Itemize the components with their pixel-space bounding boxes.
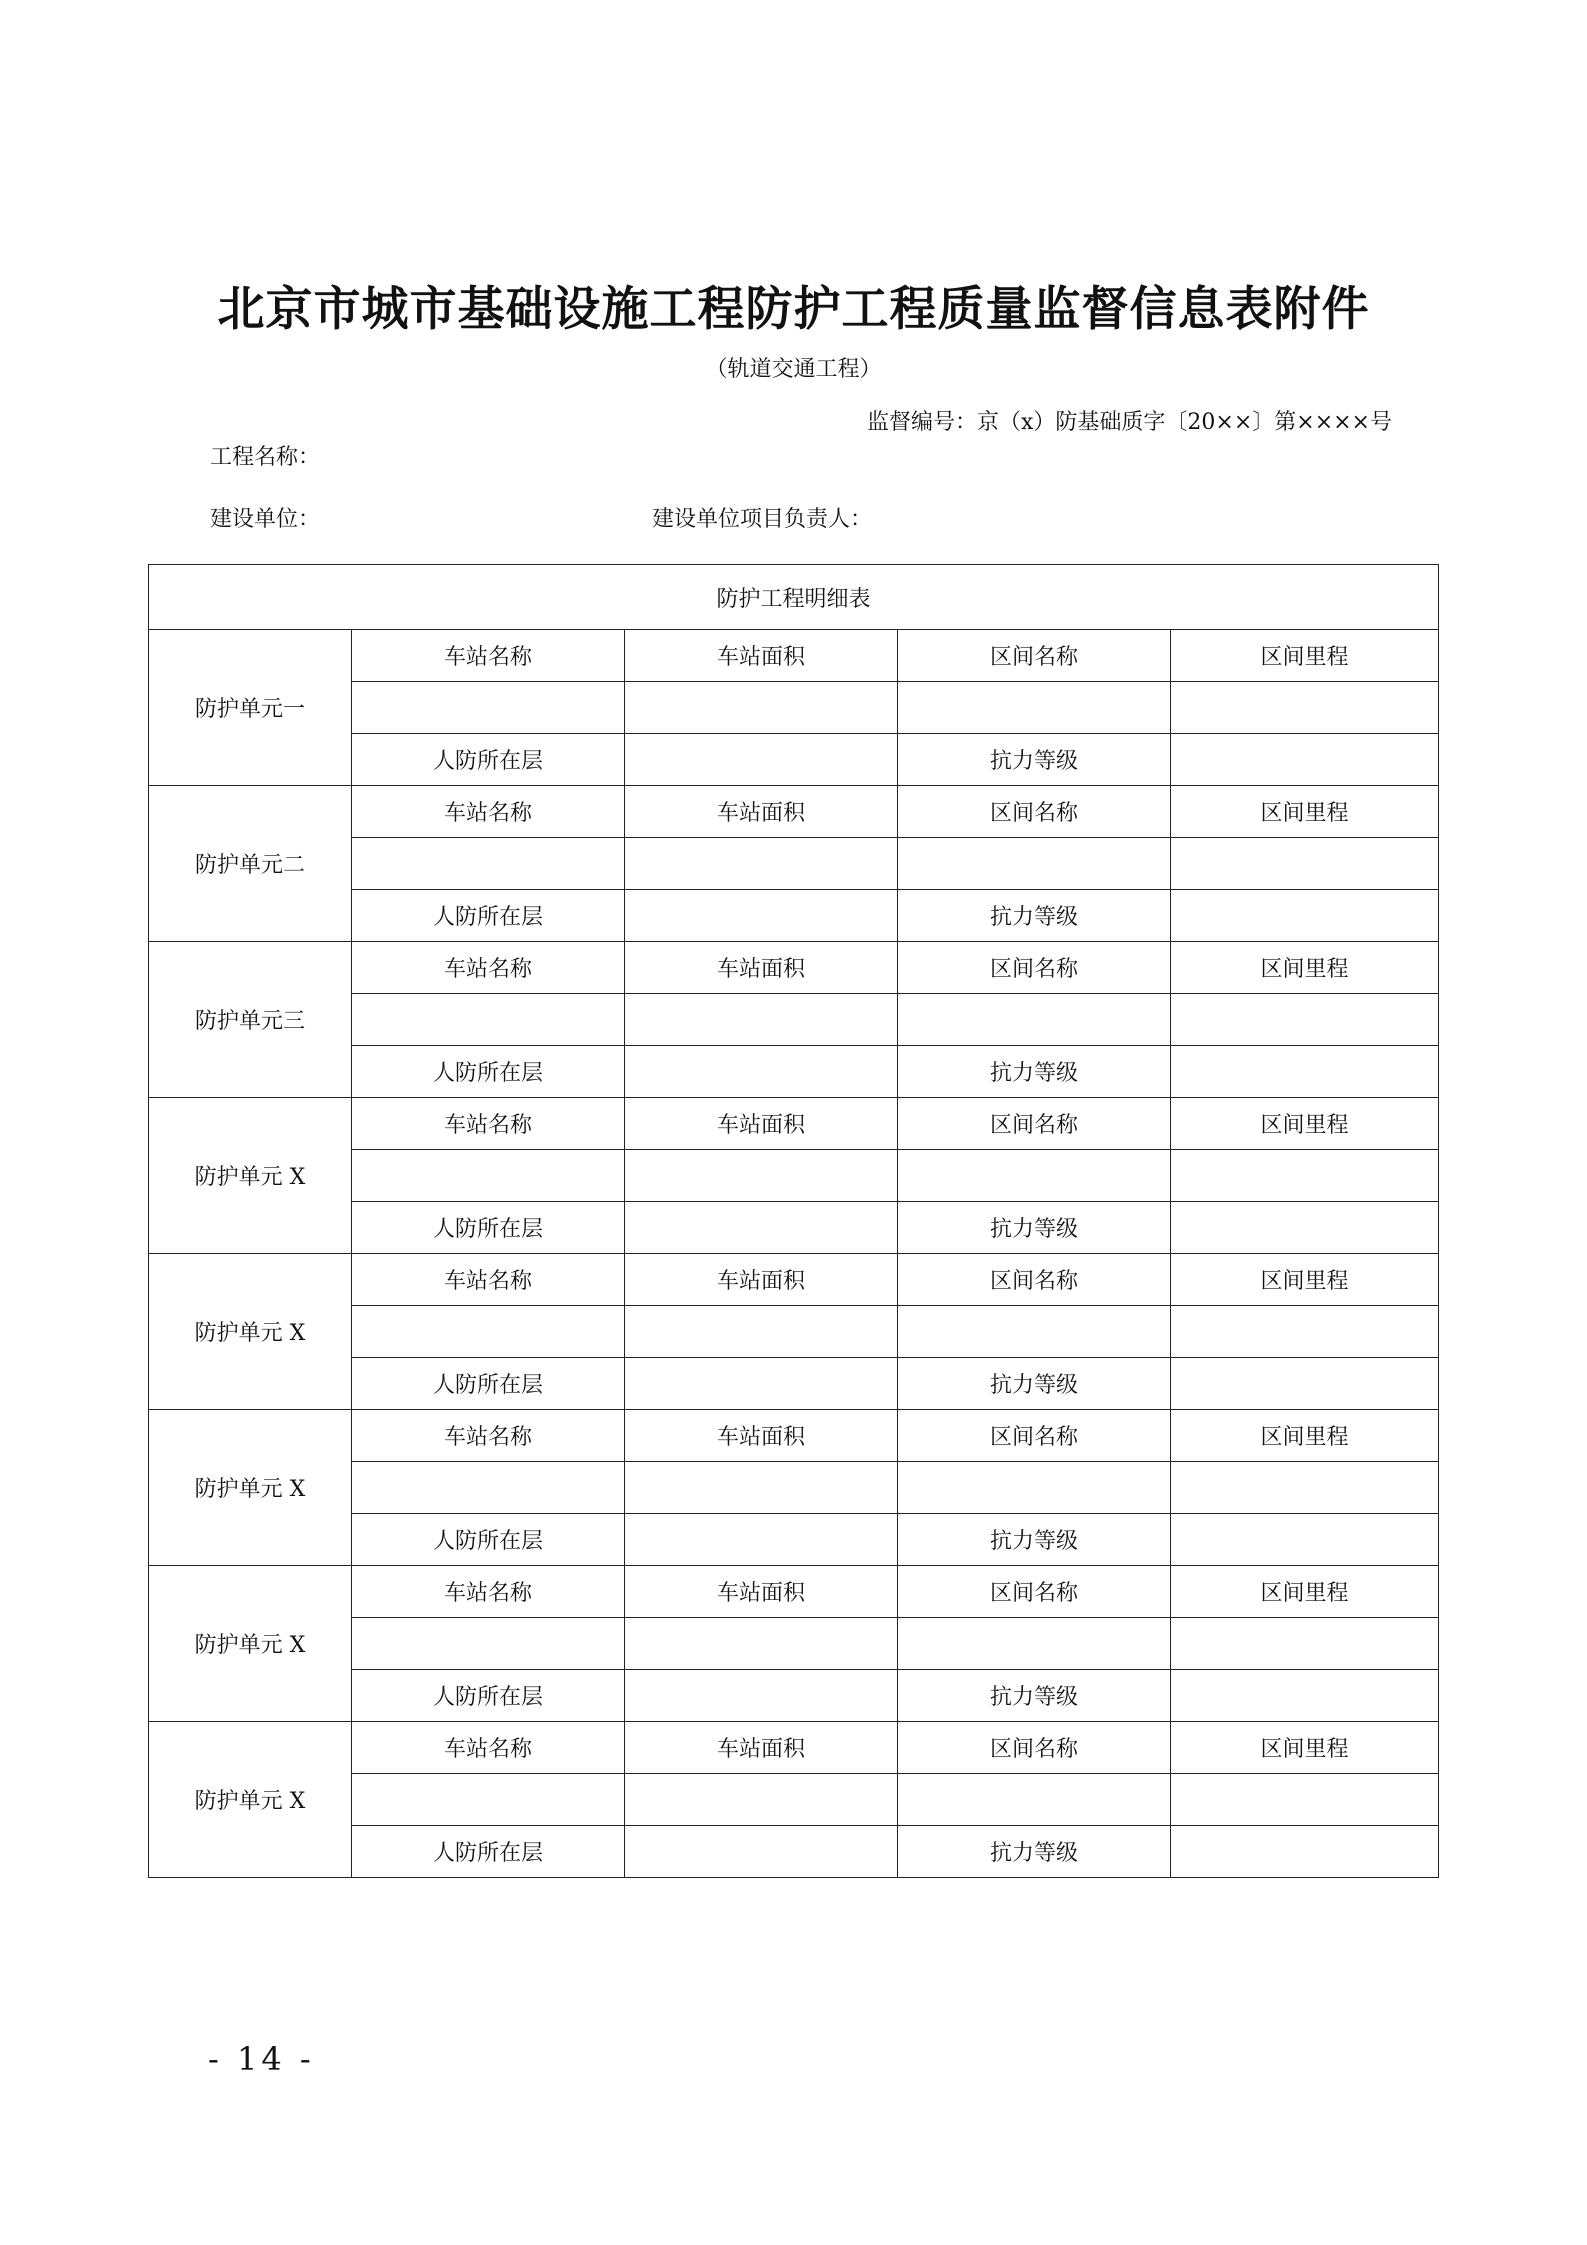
civil-defense-floor-value[interactable] [625,1826,898,1878]
station-name-header: 车站名称 [352,630,625,682]
station-area-value[interactable] [625,838,898,890]
resistance-grade-label: 抗力等级 [898,1826,1171,1878]
station-name-value[interactable] [352,682,625,734]
resistance-grade-value[interactable] [1171,1514,1439,1566]
unit-header-row [149,1098,1439,1150]
station-area-value[interactable] [625,1774,898,1826]
station-name-header: 车站名称 [352,1254,625,1306]
section-mileage-value[interactable] [1171,1618,1439,1670]
station-area-header: 车站面积 [625,1410,898,1462]
station-area-value[interactable] [625,1150,898,1202]
section-name-header: 区间名称 [898,942,1171,994]
section-mileage-value[interactable] [1171,1462,1439,1514]
civil-defense-floor-label: 人防所在层 [352,1826,625,1878]
section-name-value[interactable] [898,682,1171,734]
protection-detail-table [148,564,1439,1878]
civil-defense-floor-value[interactable] [625,890,898,942]
civil-defense-floor-value[interactable] [625,1670,898,1722]
section-name-value[interactable] [898,838,1171,890]
resistance-grade-label: 抗力等级 [898,1514,1171,1566]
resistance-grade-label: 抗力等级 [898,1358,1171,1410]
station-name-header: 车站名称 [352,942,625,994]
station-name-header: 车站名称 [352,1722,625,1774]
section-name-value[interactable] [898,1306,1171,1358]
civil-defense-floor-label: 人防所在层 [352,1358,625,1410]
section-mileage-header: 区间里程 [1171,1254,1439,1306]
resistance-grade-value[interactable] [1171,1826,1439,1878]
protection-unit-name: 防护单元 X [149,1566,352,1722]
unit-header-row [149,786,1439,838]
station-area-value[interactable] [625,1462,898,1514]
section-name-value[interactable] [898,1774,1171,1826]
civil-defense-floor-label: 人防所在层 [352,1046,625,1098]
section-mileage-header: 区间里程 [1171,630,1439,682]
station-area-value[interactable] [625,1306,898,1358]
station-name-value[interactable] [352,1150,625,1202]
section-mileage-header: 区间里程 [1171,1410,1439,1462]
builder-label: 建设单位： [210,507,321,532]
protection-unit-name: 防护单元 X [149,1410,352,1566]
civil-defense-floor-label: 人防所在层 [352,1514,625,1566]
station-area-header: 车站面积 [625,1722,898,1774]
unit-header-row [149,1254,1439,1306]
section-name-header: 区间名称 [898,786,1171,838]
civil-defense-floor-label: 人防所在层 [352,734,625,786]
station-name-value[interactable] [352,1774,625,1826]
section-name-header: 区间名称 [898,1098,1171,1150]
civil-defense-floor-label: 人防所在层 [352,1202,625,1254]
station-area-header: 车站面积 [625,1566,898,1618]
resistance-grade-value[interactable] [1171,1202,1439,1254]
section-mileage-value[interactable] [1171,1150,1439,1202]
protection-unit-name: 防护单元 X [149,1722,352,1878]
section-name-header: 区间名称 [898,1722,1171,1774]
station-area-header: 车站面积 [625,1254,898,1306]
section-mileage-header: 区间里程 [1171,942,1439,994]
section-name-value[interactable] [898,994,1171,1046]
unit-header-row [149,630,1439,682]
resistance-grade-value[interactable] [1171,1046,1439,1098]
section-mileage-header: 区间里程 [1171,1722,1439,1774]
section-mileage-header: 区间里程 [1171,786,1439,838]
protection-unit-name: 防护单元一 [149,630,352,786]
station-area-header: 车站面积 [625,1098,898,1150]
station-area-header: 车站面积 [625,786,898,838]
section-name-header: 区间名称 [898,1566,1171,1618]
section-mileage-value[interactable] [1171,838,1439,890]
civil-defense-floor-value[interactable] [625,1046,898,1098]
station-name-header: 车站名称 [352,1410,625,1462]
section-mileage-value[interactable] [1171,994,1439,1046]
station-name-value[interactable] [352,1462,625,1514]
document-title: 北京市城市基础设施工程防护工程质量监督信息表附件 [217,282,1370,337]
resistance-grade-label: 抗力等级 [898,1670,1171,1722]
resistance-grade-value[interactable] [1171,890,1439,942]
unit-header-row [149,1722,1439,1774]
resistance-grade-value[interactable] [1171,734,1439,786]
protection-unit-name: 防护单元 X [149,1098,352,1254]
civil-defense-floor-value[interactable] [625,734,898,786]
section-mileage-header: 区间里程 [1171,1098,1439,1150]
station-name-value[interactable] [352,994,625,1046]
civil-defense-floor-value[interactable] [625,1202,898,1254]
section-name-value[interactable] [898,1618,1171,1670]
protection-unit-name: 防护单元二 [149,786,352,942]
section-name-header: 区间名称 [898,1254,1171,1306]
section-name-header: 区间名称 [898,1410,1171,1462]
resistance-grade-value[interactable] [1171,1358,1439,1410]
table-heading: 防护工程明细表 [149,565,1439,630]
page-number: - 14 - [208,2040,315,2078]
section-mileage-header: 区间里程 [1171,1566,1439,1618]
civil-defense-floor-label: 人防所在层 [352,890,625,942]
station-area-value[interactable] [625,1618,898,1670]
unit-header-row [149,1566,1439,1618]
section-name-header: 区间名称 [898,630,1171,682]
civil-defense-floor-value[interactable] [625,1514,898,1566]
project-name-label: 工程名称： [210,445,321,470]
resistance-grade-label: 抗力等级 [898,1202,1171,1254]
builder-leader-label: 建设单位项目负责人： [652,507,873,532]
supervision-serial-number: 监督编号：京（x）防基础质字〔20××〕第××××号 [866,410,1392,435]
resistance-grade-label: 抗力等级 [898,1046,1171,1098]
protection-unit-name: 防护单元 X [149,1254,352,1410]
station-name-value[interactable] [352,838,625,890]
station-area-header: 车站面积 [625,942,898,994]
section-mileage-value[interactable] [1171,682,1439,734]
station-name-value[interactable] [352,1618,625,1670]
station-name-header: 车站名称 [352,1098,625,1150]
civil-defense-floor-value[interactable] [625,1358,898,1410]
station-area-header: 车站面积 [625,630,898,682]
station-name-header: 车站名称 [352,1566,625,1618]
civil-defense-floor-label: 人防所在层 [352,1670,625,1722]
section-name-value[interactable] [898,1150,1171,1202]
document-subtitle: （轨道交通工程） [705,357,882,382]
station-name-value[interactable] [352,1306,625,1358]
unit-header-row [149,1410,1439,1462]
station-area-value[interactable] [625,994,898,1046]
unit-header-row [149,942,1439,994]
section-name-value[interactable] [898,1462,1171,1514]
resistance-grade-label: 抗力等级 [898,734,1171,786]
section-mileage-value[interactable] [1171,1306,1439,1358]
station-area-value[interactable] [625,682,898,734]
protection-unit-name: 防护单元三 [149,942,352,1098]
resistance-grade-label: 抗力等级 [898,890,1171,942]
section-mileage-value[interactable] [1171,1774,1439,1826]
resistance-grade-value[interactable] [1171,1670,1439,1722]
station-name-header: 车站名称 [352,786,625,838]
